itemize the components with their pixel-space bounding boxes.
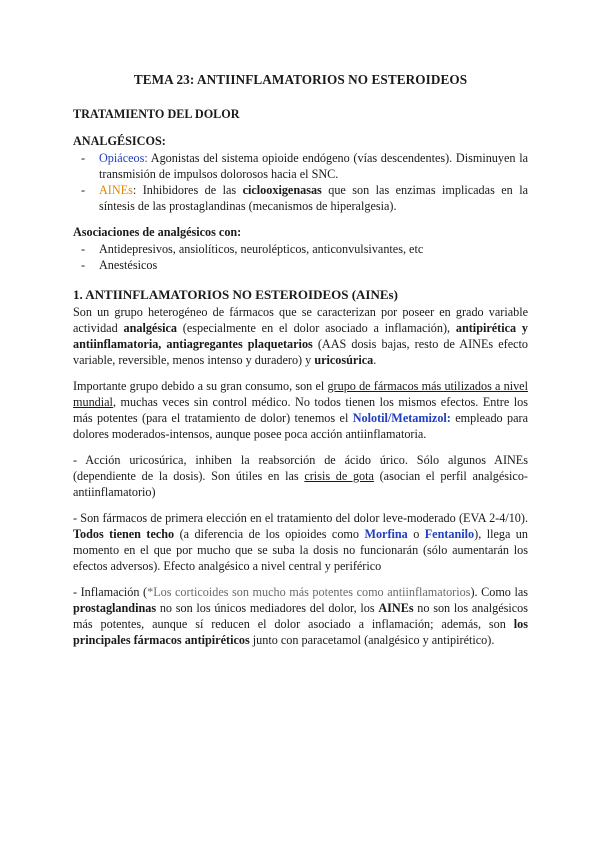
bold-run: Todos tienen techo [73,527,175,541]
analgesicos-list [73,150,528,214]
asociaciones-heading: Asociaciones de analgésicos con: [73,225,242,239]
document-page [73,72,528,658]
term-morfina: Morfina [364,527,408,541]
paragraph-inflamacion [73,584,528,648]
list-item [73,182,528,214]
dash-bullet: - [81,151,86,165]
text-run: (especialmente en el dolor asociado a inflamación), [176,321,456,335]
tratamiento-heading: TRATAMIENTO DEL DOLOR [73,107,240,121]
item-text: que son las enzimas implicadas en la síntesis de las prostaglandinas (mecanismos de hiperalgesia). [99,183,528,213]
text-run: Son un grupo heterogéneo de fármacos que se caracterizan por poseer en grado variable actividad [73,305,528,335]
bold-term: ciclooxigenasas [242,183,322,197]
text-run: junto con paracetamol (analgésico y antipirético). [249,633,495,647]
text-run: ). Como las [470,585,528,599]
bold-run: analgésica [123,321,177,335]
text-run: ), llega un momento en el que por mucho que se suba la dosis no funcionarán (sólo aumentarán los efectos adversos). Efecto analgésico a nivel central y periférico [73,527,528,573]
text-run: (AAS dosis bajas, resto de AINEs efecto variable, reversible, menos intenso y duradero) y [73,337,528,367]
paragraph-definition [73,304,528,368]
dash-bullet: - [81,242,86,256]
paragraph-consumo [73,378,528,442]
underline-run: grupo de fármacos más utilizados a nivel mundial [73,379,528,409]
text-run: - Acción uricosúrica, inhiben la reabsorción de ácido úrico. Sólo algunos AINEs (dependiente de la dosis). Son útiles en las [73,453,528,483]
text-run: (asocian el perfil analgésico-antiinflamatorio) [73,469,528,499]
page-title: TEMA 23: ANTIINFLAMATORIOS NO ESTEROIDEOS [133,72,468,87]
text-run: o [407,527,425,541]
underline-run: crisis de gota [304,469,374,483]
dash-bullet: - [81,183,86,197]
bold-run: los principales fármacos antipiréticos [73,617,528,647]
dash-bullet: - [81,258,86,272]
bold-run: AINEs [378,601,414,615]
list-item [73,241,528,257]
text-run: (a diferencia de los opioides como [174,527,365,541]
bold-run: uricosúrica [314,353,374,367]
list-item [73,150,528,182]
term-aines: AINEs [99,183,133,197]
text-run: - Son fármacos de primera elección en el tratamiento del dolor leve-moderado (EVA 2-4/10). [73,511,528,525]
bold-run: antipirética y antiinflamatoria, antiagregantes plaquetarios [73,321,529,351]
grey-note: *Los corticoides son mucho más potentes como antiinflamatorios [147,585,471,599]
item-text: Antidepresivos, ansiolíticos, neurolépticos, anticonvulsivantes, etc [99,242,424,256]
item-text: : Inhibidores de las [132,183,243,197]
item-text: Agonistas del sistema opioide endógeno (vías descendentes). Disminuyen la transmisión de impulsos dolorosos hacia el SNC. [99,151,528,181]
bold-run: prostaglandinas [73,601,157,615]
analgesicos-heading: ANALGÉSICOS: [73,134,166,148]
paragraph-primera-eleccion [73,510,528,574]
text-run: - Inflamación ( [73,585,148,599]
text-run: no son los analgésicos más potentes, aunque sí reducen el dolor asociado a inflamación; además, son [73,601,528,631]
item-text: Anestésicos [99,258,158,272]
term-fentanilo: Fentanilo [424,527,475,541]
list-item [73,257,528,273]
text-run: Importante grupo debido a su gran consumo, son el [73,379,328,393]
asociaciones-list [73,241,528,273]
paragraph-uricosurica [73,452,528,500]
text-run: empleado para dolores moderados-intensos, aunque posee poca acción antiinflamatoria. [73,411,528,441]
text-run: , muchas veces sin control médico. No todos tienen los mismos efectos. Entre los más potentes (para el tratamiento de dolor) tenemos el [73,395,528,425]
text-run: no son los únicos mediadores del dolor, los [156,601,379,615]
text-run: . [373,353,377,367]
term-opiaceos: Opiáceos: [99,151,148,165]
term-nolotil: Nolotil/Metamizol: [352,411,451,425]
section-heading: 1. ANTIINFLAMATORIOS NO ESTEROIDEOS (AINEs) [73,287,398,302]
